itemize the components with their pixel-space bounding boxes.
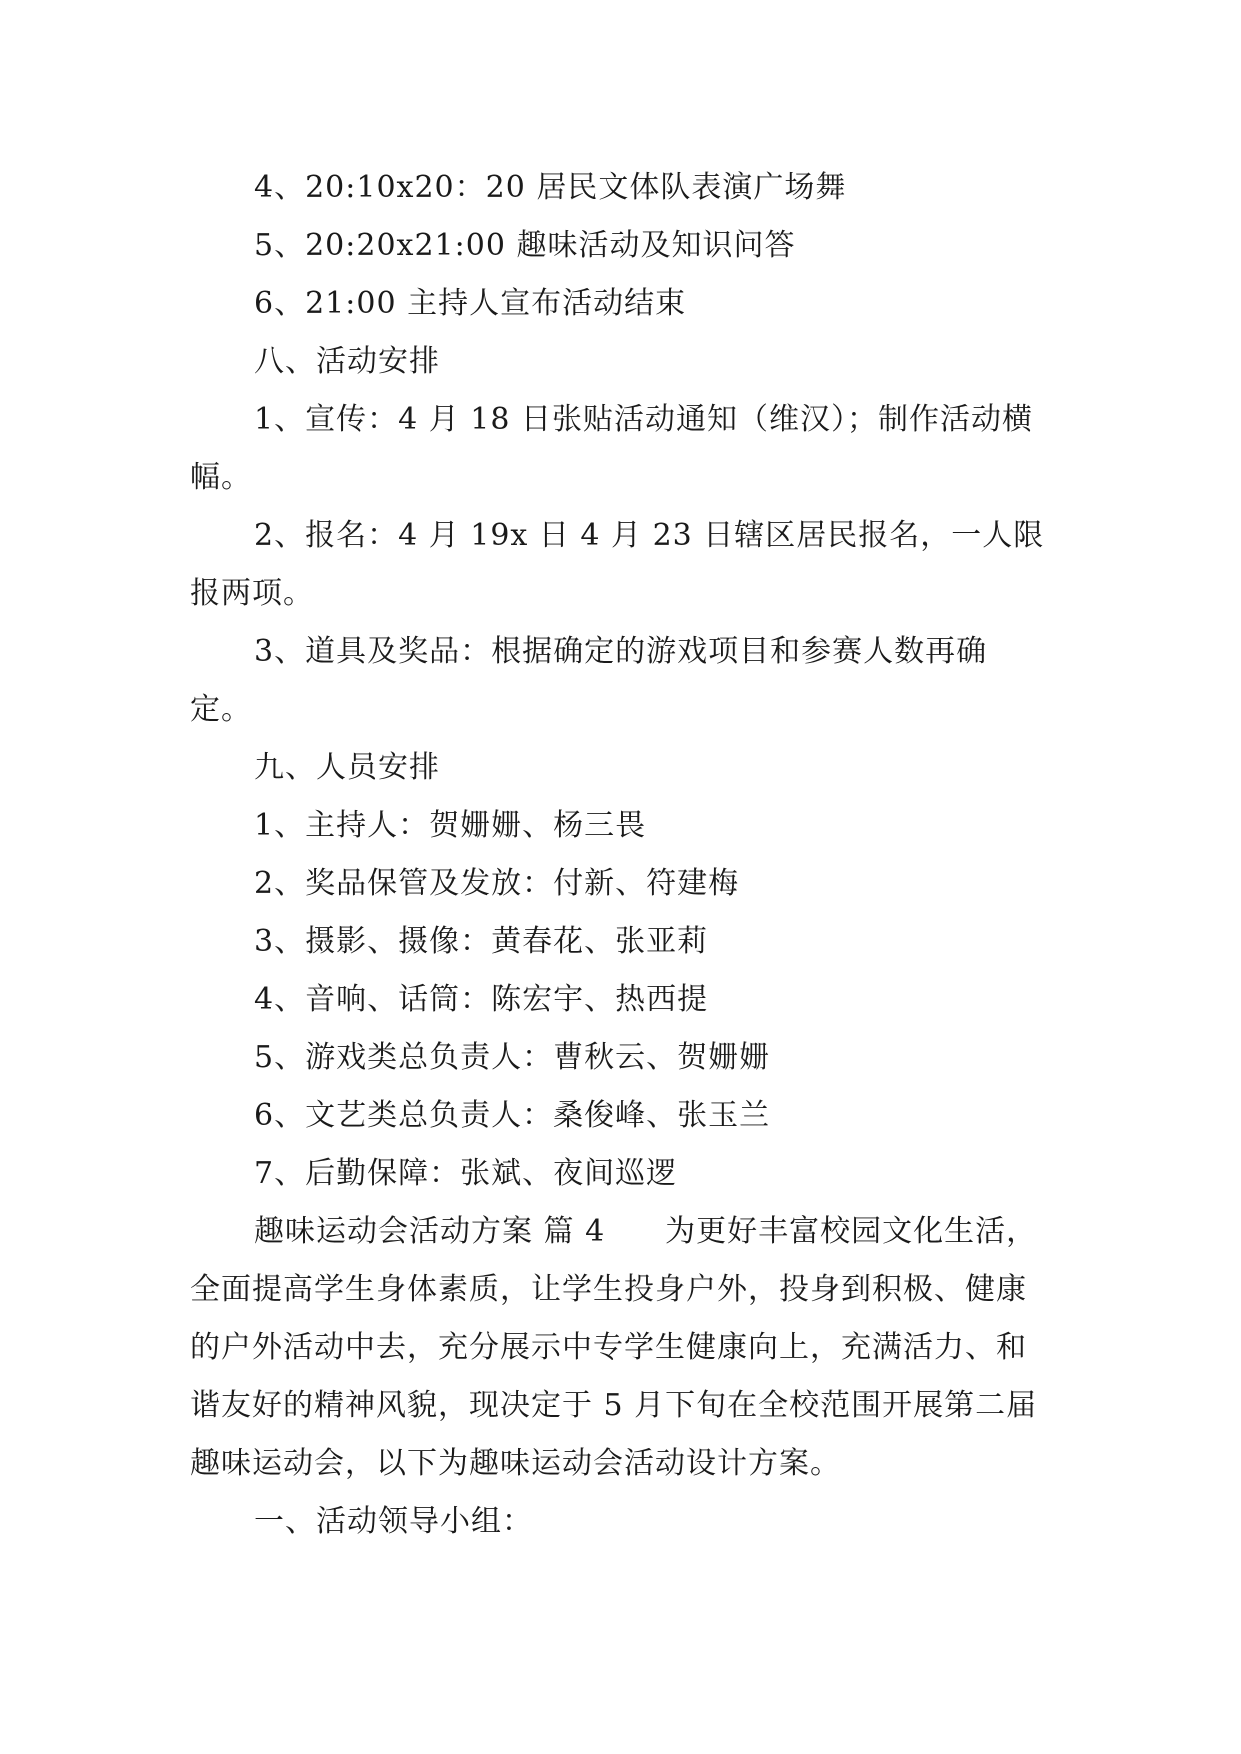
staff-item-2: 2、奖品保管及发放：付新、符建梅: [254, 866, 740, 901]
plan-intro: 为更好丰富校园文化生活，全面提高学生身体素质，让学生投身户外，投身到积极、健康的户外活动中去，充分展示中专学生健康向上，充满活力、和谐友好的精神风貌，现决定于 5 月下旬在全校范围开展第二届趣味运动会，以下为趣味运动会活动设计方案。: [190, 1214, 1038, 1481]
staff-item-7: 7、后勤保障：张斌、夜间巡逻: [254, 1156, 678, 1191]
staff-item-1: 1、主持人：贺姗姗、杨三畏: [254, 808, 647, 843]
plan-title: 趣味运动会活动方案 篇 4: [254, 1214, 606, 1249]
schedule-item-4: 4、20:10x20：20 居民文体队表演广场舞: [254, 170, 847, 205]
schedule-item-5: 5、20:20x21:00 趣味活动及知识问答: [254, 228, 796, 263]
staff-item-6: 6、文艺类总负责人：桑俊峰、张玉兰: [254, 1098, 771, 1133]
arrangement-item-2: 2、报名：4 月 19x 日 4 月 23 日辖区居民报名，一人限报两项。: [190, 518, 1045, 611]
section-heading-staff-arrangement: 九、人员安排: [254, 750, 440, 785]
arrangement-item-3: 3、道具及奖品：根据确定的游戏项目和参赛人数再确定。: [190, 634, 988, 727]
plan-paragraph: [190, 1203, 1048, 1493]
document-body: [190, 159, 1048, 1551]
section-heading-leadership-group: 一、活动领导小组：: [254, 1504, 533, 1539]
section-heading-activity-arrangement: 八、活动安排: [254, 344, 440, 379]
arrangement-item-1: 1、宣传：4 月 18 日张贴活动通知（维汉）；制作活动横幅。: [190, 402, 1033, 495]
staff-item-3: 3、摄影、摄像：黄春花、张亚莉: [254, 924, 709, 959]
schedule-item-6: 6、21:00 主持人宣布活动结束: [254, 286, 687, 321]
staff-item-4: 4、音响、话筒：陈宏宇、热西提: [254, 982, 709, 1017]
staff-item-5: 5、游戏类总负责人：曹秋云、贺姗姗: [254, 1040, 771, 1075]
